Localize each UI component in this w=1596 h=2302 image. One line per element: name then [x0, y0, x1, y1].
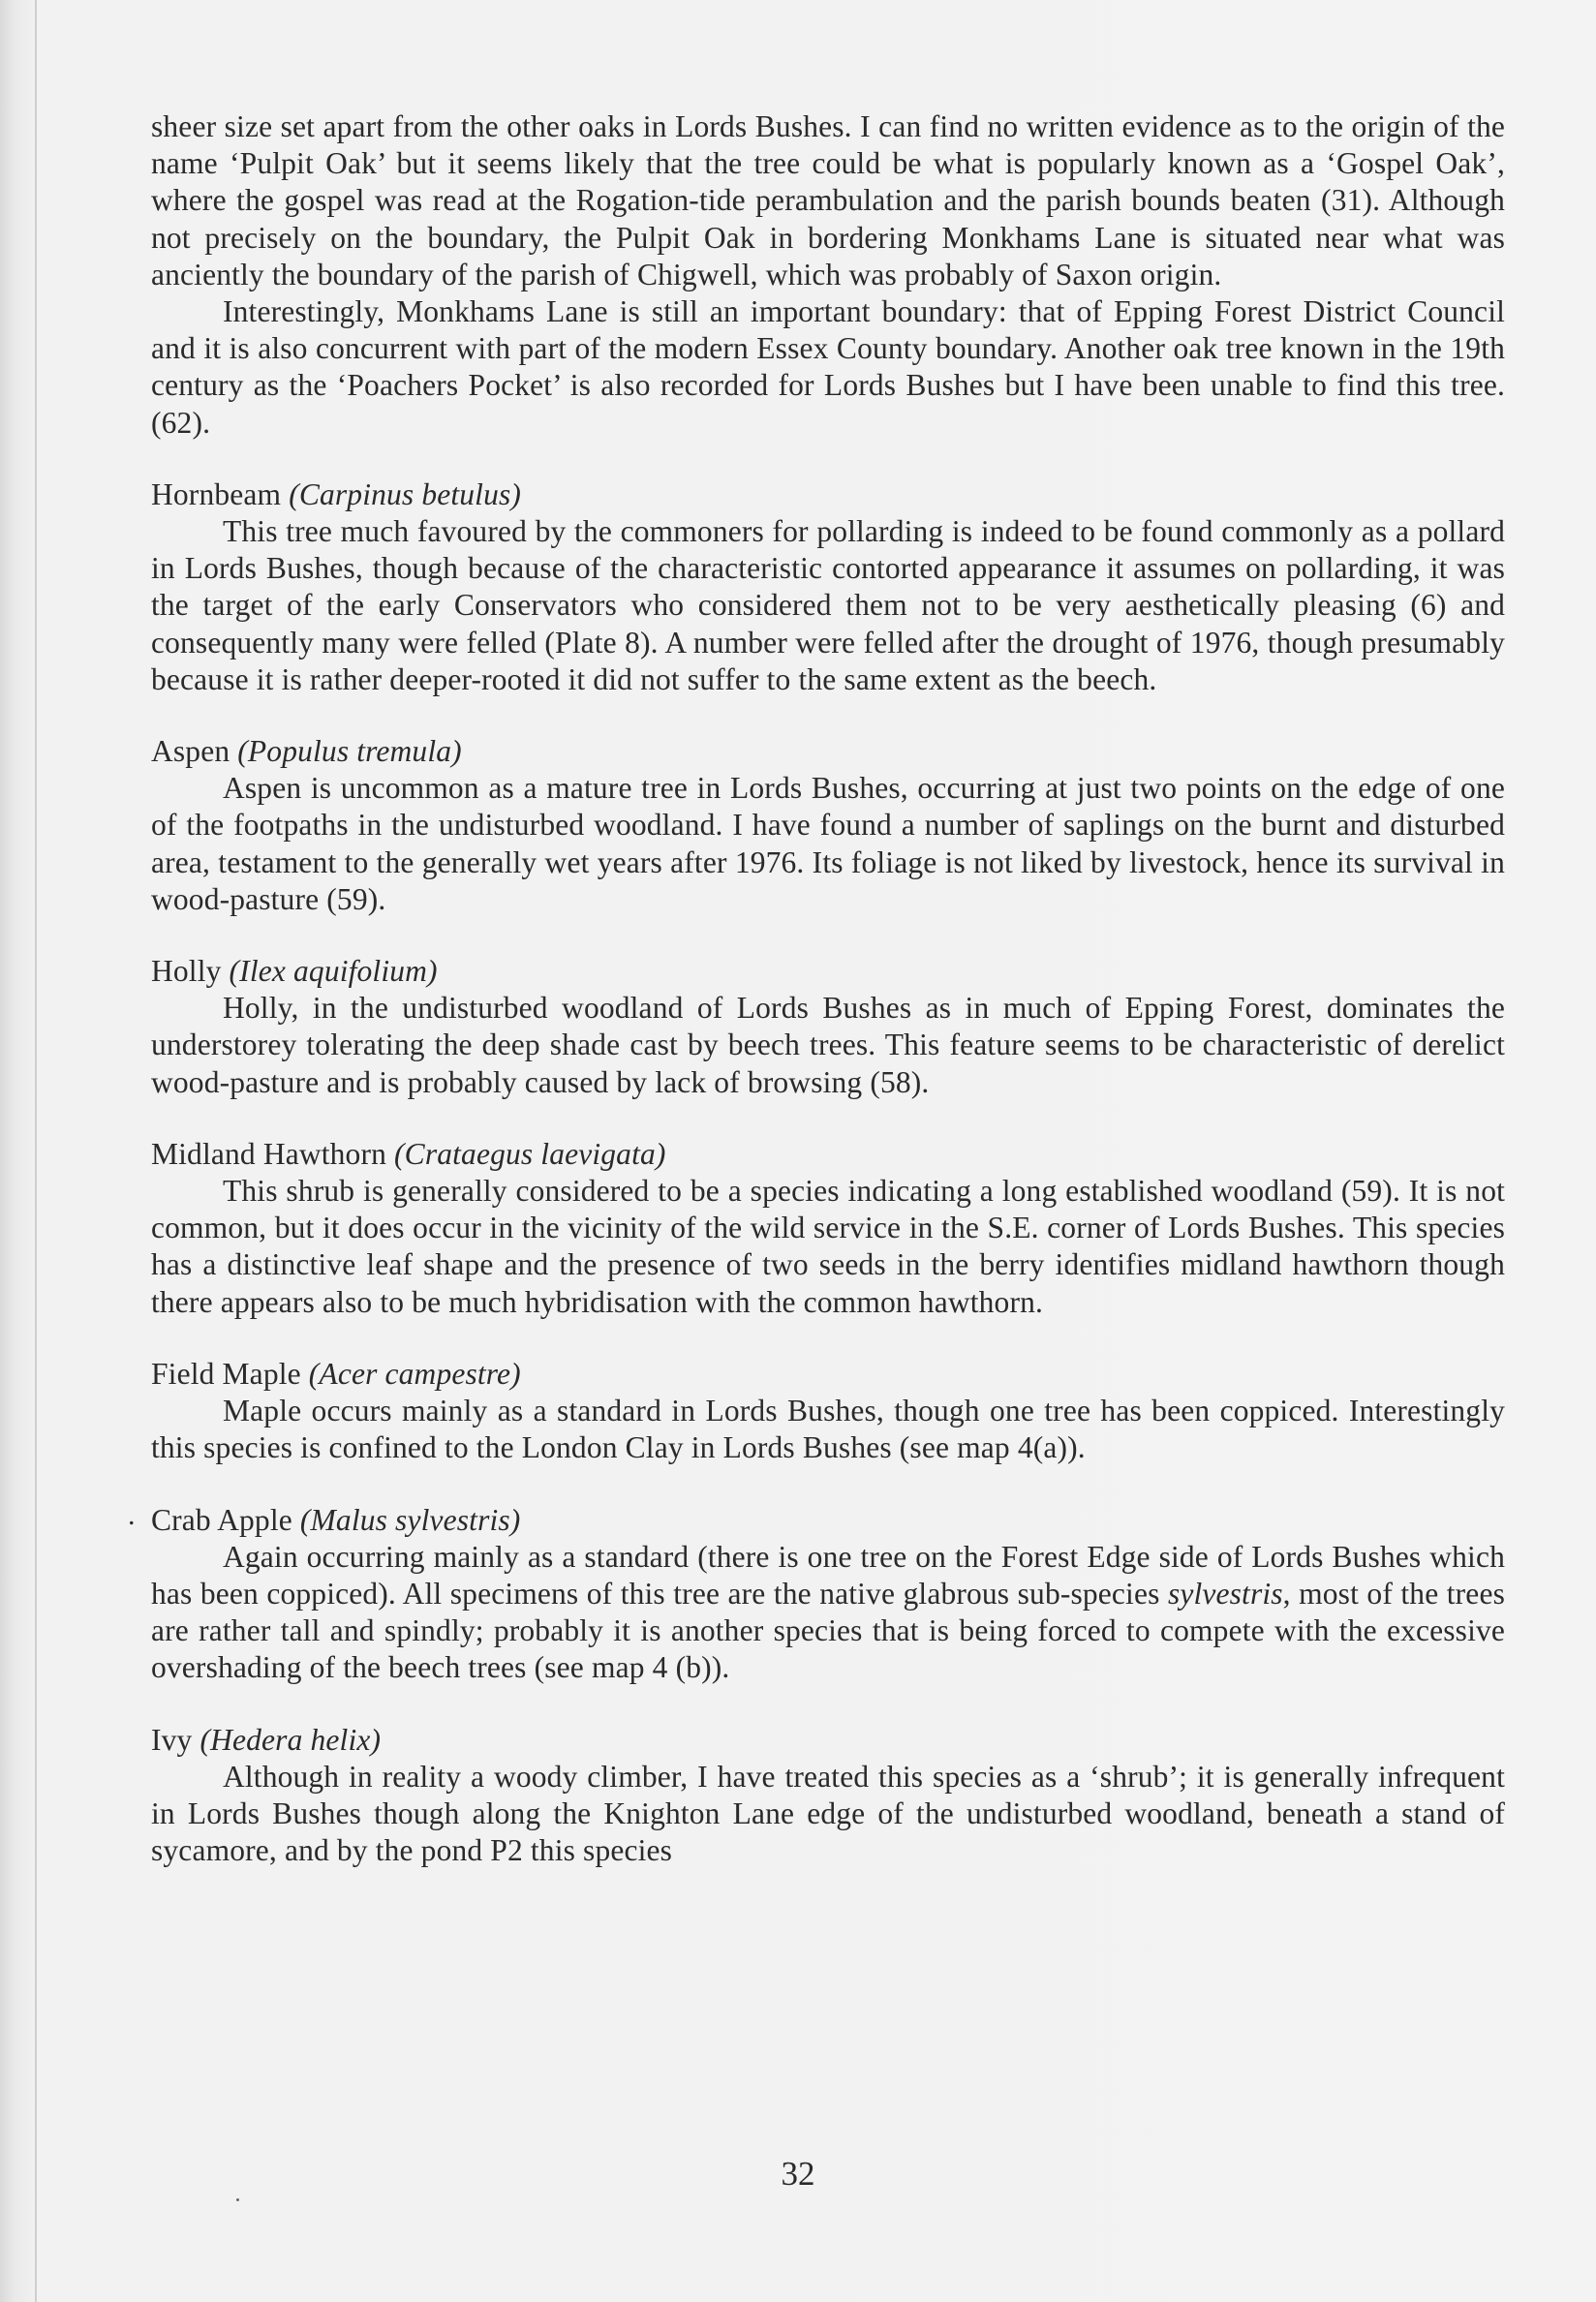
- section-holly: [151, 953, 1505, 1101]
- species-name: Aspen: [151, 734, 230, 769]
- binding-edge: [35, 0, 37, 2302]
- species-latin: (Hedera helix): [200, 1722, 382, 1757]
- species-heading: [151, 733, 1505, 770]
- species-text: [151, 1539, 1505, 1687]
- species-text-part: , most of the trees are rather tall and spindly; probably it is another species that is being forced to compete with the excessive overshading of the beech trees (see map 4 (b)).: [151, 1576, 1505, 1685]
- species-text: Holly, in the undisturbed woodland of Lords Bushes as in much of Epping Forest, dominates the understorey tolerating the deep shade cast by beech trees. This feature seems to be characteristic of derelict wood-pasture and is probably caused by lack of browsing (58).: [151, 991, 1505, 1099]
- species-heading: [151, 1136, 1505, 1173]
- species-name: Crab Apple: [151, 1502, 292, 1537]
- species-text: Aspen is uncommon as a mature tree in Lords Bushes, occurring at just two points on the edge of one of the footpaths in the undisturbed woodland. I have found a number of saplings on the burnt and disturbed area, testament to the generally wet years after 1976. Its foliage is not liked by livestock, hence its survival in wood-pasture (59).: [151, 771, 1505, 916]
- stray-mark: .: [128, 1499, 136, 1531]
- section-crab-apple: [151, 1502, 1505, 1687]
- species-text-italic: sylvestris: [1167, 1576, 1283, 1611]
- species-latin: (Acer campestre): [308, 1356, 521, 1391]
- species-name: Field Maple: [151, 1356, 301, 1391]
- species-text: This tree much favoured by the commoners for pollarding is indeed to be found commonly as a pollard in Lords Bushes, though because of the characteristic contorted appearance it assumes on pollarding, it was the target of the early Conservators who considered them not to be very aesthetically pleasing (6) and consequently many were felled (Plate 8). A number were felled after the drought of 1976, though presumably because it is rather deeper-rooted it did not suffer to the same extent as the beech.: [151, 514, 1505, 696]
- species-name: Hornbeam: [151, 476, 282, 511]
- species-latin: (Malus sylvestris): [299, 1502, 521, 1537]
- species-latin: (Ilex aquifolium): [229, 954, 438, 989]
- species-heading: [151, 953, 1505, 990]
- section-field-maple: [151, 1356, 1505, 1467]
- scan-speck: [236, 2198, 239, 2201]
- species-heading: [151, 1356, 1505, 1393]
- species-name: Midland Hawthorn: [151, 1136, 386, 1171]
- intro-paragraph-2: Interestingly, Monkhams Lane is still an important boundary: that of Epping Forest District Council and it is also concurrent with part of the modern Essex County boundary. Another oak tree known in the 19th century as the ‘Poachers Pocket’ is also recorded for Lords Bushes but I have been unable to find this tree. (62).: [151, 294, 1505, 440]
- section-midland-hawthorn: [151, 1136, 1505, 1321]
- main-text: [151, 108, 1505, 1869]
- species-heading: [151, 476, 1505, 513]
- species-latin: (Crataegus laevigata): [394, 1136, 666, 1171]
- page-number: 32: [781, 2155, 815, 2193]
- species-text: Although in reality a woody climber, I have treated this species as a ‘shrub’; it is generally infrequent in Lords Bushes though along the Knighton Lane edge of the undisturbed woodland, beneath a stand of sycamore, and by the pond P2 this species: [151, 1759, 1505, 1868]
- species-name: Holly: [151, 954, 222, 989]
- section-hornbeam: [151, 476, 1505, 698]
- species-heading: [151, 1502, 1505, 1539]
- species-heading: [151, 1722, 1505, 1759]
- species-text-part: Again occurring mainly as a standard (there is one tree on the Forest Edge side of Lords Bushes which has been coppiced). All specimens of this tree are the native glabrous sub-species: [151, 1539, 1505, 1611]
- intro-paragraph-1: sheer size set apart from the other oaks in Lords Bushes. I can find no written evidence as to the origin of the name ‘Pulpit Oak’ but it seems likely that the tree could be what is popularly known as a ‘Gospel Oak’, where the gospel was read at the Rogation-tide perambulation and the parish bounds beaten (31). Although not precisely on the boundary, the Pulpit Oak in bordering Monkhams Lane is situated near what was anciently the boundary of the parish of Chigwell, which was probably of Saxon origin.: [151, 109, 1505, 292]
- species-latin: (Carpinus betulus): [289, 476, 522, 511]
- species-name: Ivy: [151, 1722, 193, 1757]
- section-aspen: [151, 733, 1505, 918]
- species-latin: (Populus tremula): [237, 734, 462, 769]
- section-ivy: [151, 1722, 1505, 1870]
- species-text: Maple occurs mainly as a standard in Lords Bushes, though one tree has been coppiced. Interestingly this species is confined to the London Clay in Lords Bushes (see map 4(a)).: [151, 1394, 1505, 1465]
- species-text: This shrub is generally considered to be a species indicating a long established woodland (59). It is not common, but it does occur in the vicinity of the wild service in the S.E. corner of Lords Bushes. This species has a distinctive leaf shape and the presence of two seeds in the berry identifies midland hawthorn though there appears also to be much hybridisation with the common hawthorn.: [151, 1174, 1505, 1319]
